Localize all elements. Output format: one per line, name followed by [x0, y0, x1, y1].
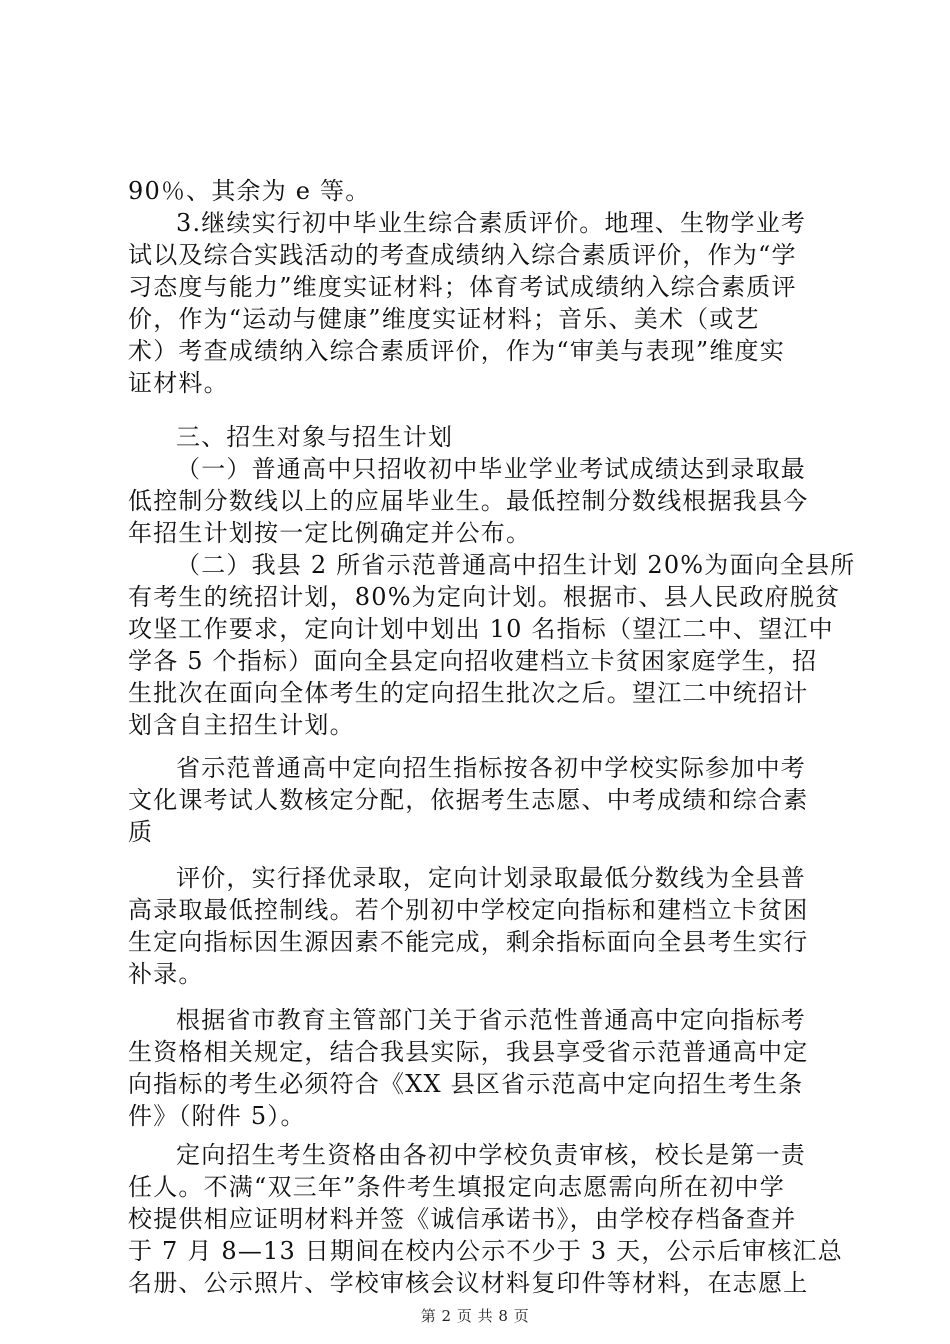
page-number-footer: 第 2 页 共 8 页 [420, 1307, 530, 1325]
text-line: （二）我县 2 所省示范普通高中招生计划 20%为面向全县所 [176, 551, 856, 579]
text-line: 3.继续实行初中毕业生综合素质评价。地理、生物学业考 [176, 209, 807, 237]
text-line: 质 [128, 818, 154, 846]
text-line: 证材料。 [128, 369, 229, 397]
text-line: 价，作为“运动与健康”维度实证材料；音乐、美术（或艺 [128, 305, 760, 333]
text-line: 评价，实行择优录取，定向计划录取最低分数线为全县普 [176, 864, 806, 892]
text-line: 于 7 月 8—13 日期间在校内公示不少于 3 天，公示后审核汇总 [128, 1237, 843, 1265]
section-heading: 三、招生对象与招生计划 [176, 423, 454, 451]
text-line: 术）考查成绩纳入综合素质评价，作为“审美与表现”维度实 [128, 337, 785, 365]
text-line: 定向招生考生资格由各初中学校负责审核，校长是第一责 [176, 1141, 806, 1169]
text-line: 攻坚工作要求，定向计划中划出 10 名指标（望江二中、望江中 [128, 615, 834, 643]
text-line: 向指标的考生必须符合《XX 县区省示范高中定向招生考生条 [128, 1070, 804, 1098]
text-line: 补录。 [128, 960, 204, 988]
text-line: 生定向指标因生源因素不能完成，剩余指标面向全县考生实行 [128, 928, 809, 956]
text-line: 名册、公示照片、学校审核会议材料复印件等材料，在志愿上 [128, 1269, 809, 1297]
text-line: 低控制分数线以上的应届毕业生。最低控制分数线根据我县今 [128, 487, 809, 515]
text-line: 划含自主招生计划。 [128, 711, 355, 739]
text-line: （一）普通高中只招收初中毕业学业考试成绩达到录取最 [176, 455, 806, 483]
text-line: 根据省市教育主管部门关于省示范性普通高中定向指标考 [176, 1006, 806, 1034]
text-line: 习态度与能力”维度实证材料；体育考试成绩纳入综合素质评 [128, 273, 797, 301]
text-line: 90％、其余为 e 等。 [128, 177, 371, 205]
text-line: 件》（附件 5）。 [128, 1102, 306, 1130]
text-line: 生批次在面向全体考生的定向招生批次之后。望江二中统招计 [128, 679, 809, 707]
text-line: 文化课考试人数核定分配，依据考生志愿、中考成绩和综合素 [128, 786, 809, 814]
text-line: 任人。不满“双三年”条件考生填报定向志愿需向所在初中学 [128, 1173, 785, 1201]
text-line: 校提供相应证明材料并签《诚信承诺书》，由学校存档备查并 [128, 1205, 797, 1233]
text-line: 有考生的统招计划，80%为定向计划。根据市、县人民政府脱贫 [128, 583, 841, 611]
text-line: 试以及综合实践活动的考查成绩纳入综合素质评价，作为“学 [128, 241, 797, 269]
text-line: 学各 5 个指标）面向全县定向招收建档立卡贫困家庭学生，招 [128, 647, 818, 675]
text-line: 生资格相关规定，结合我县实际，我县享受省示范普通高中定 [128, 1038, 809, 1066]
text-line: 省示范普通高中定向招生指标按各初中学校实际参加中考 [176, 754, 806, 782]
text-line: 年招生计划按一定比例确定并公布。 [128, 519, 532, 547]
text-line: 高录取最低控制线。若个别初中学校定向指标和建档立卡贫困 [128, 896, 809, 924]
